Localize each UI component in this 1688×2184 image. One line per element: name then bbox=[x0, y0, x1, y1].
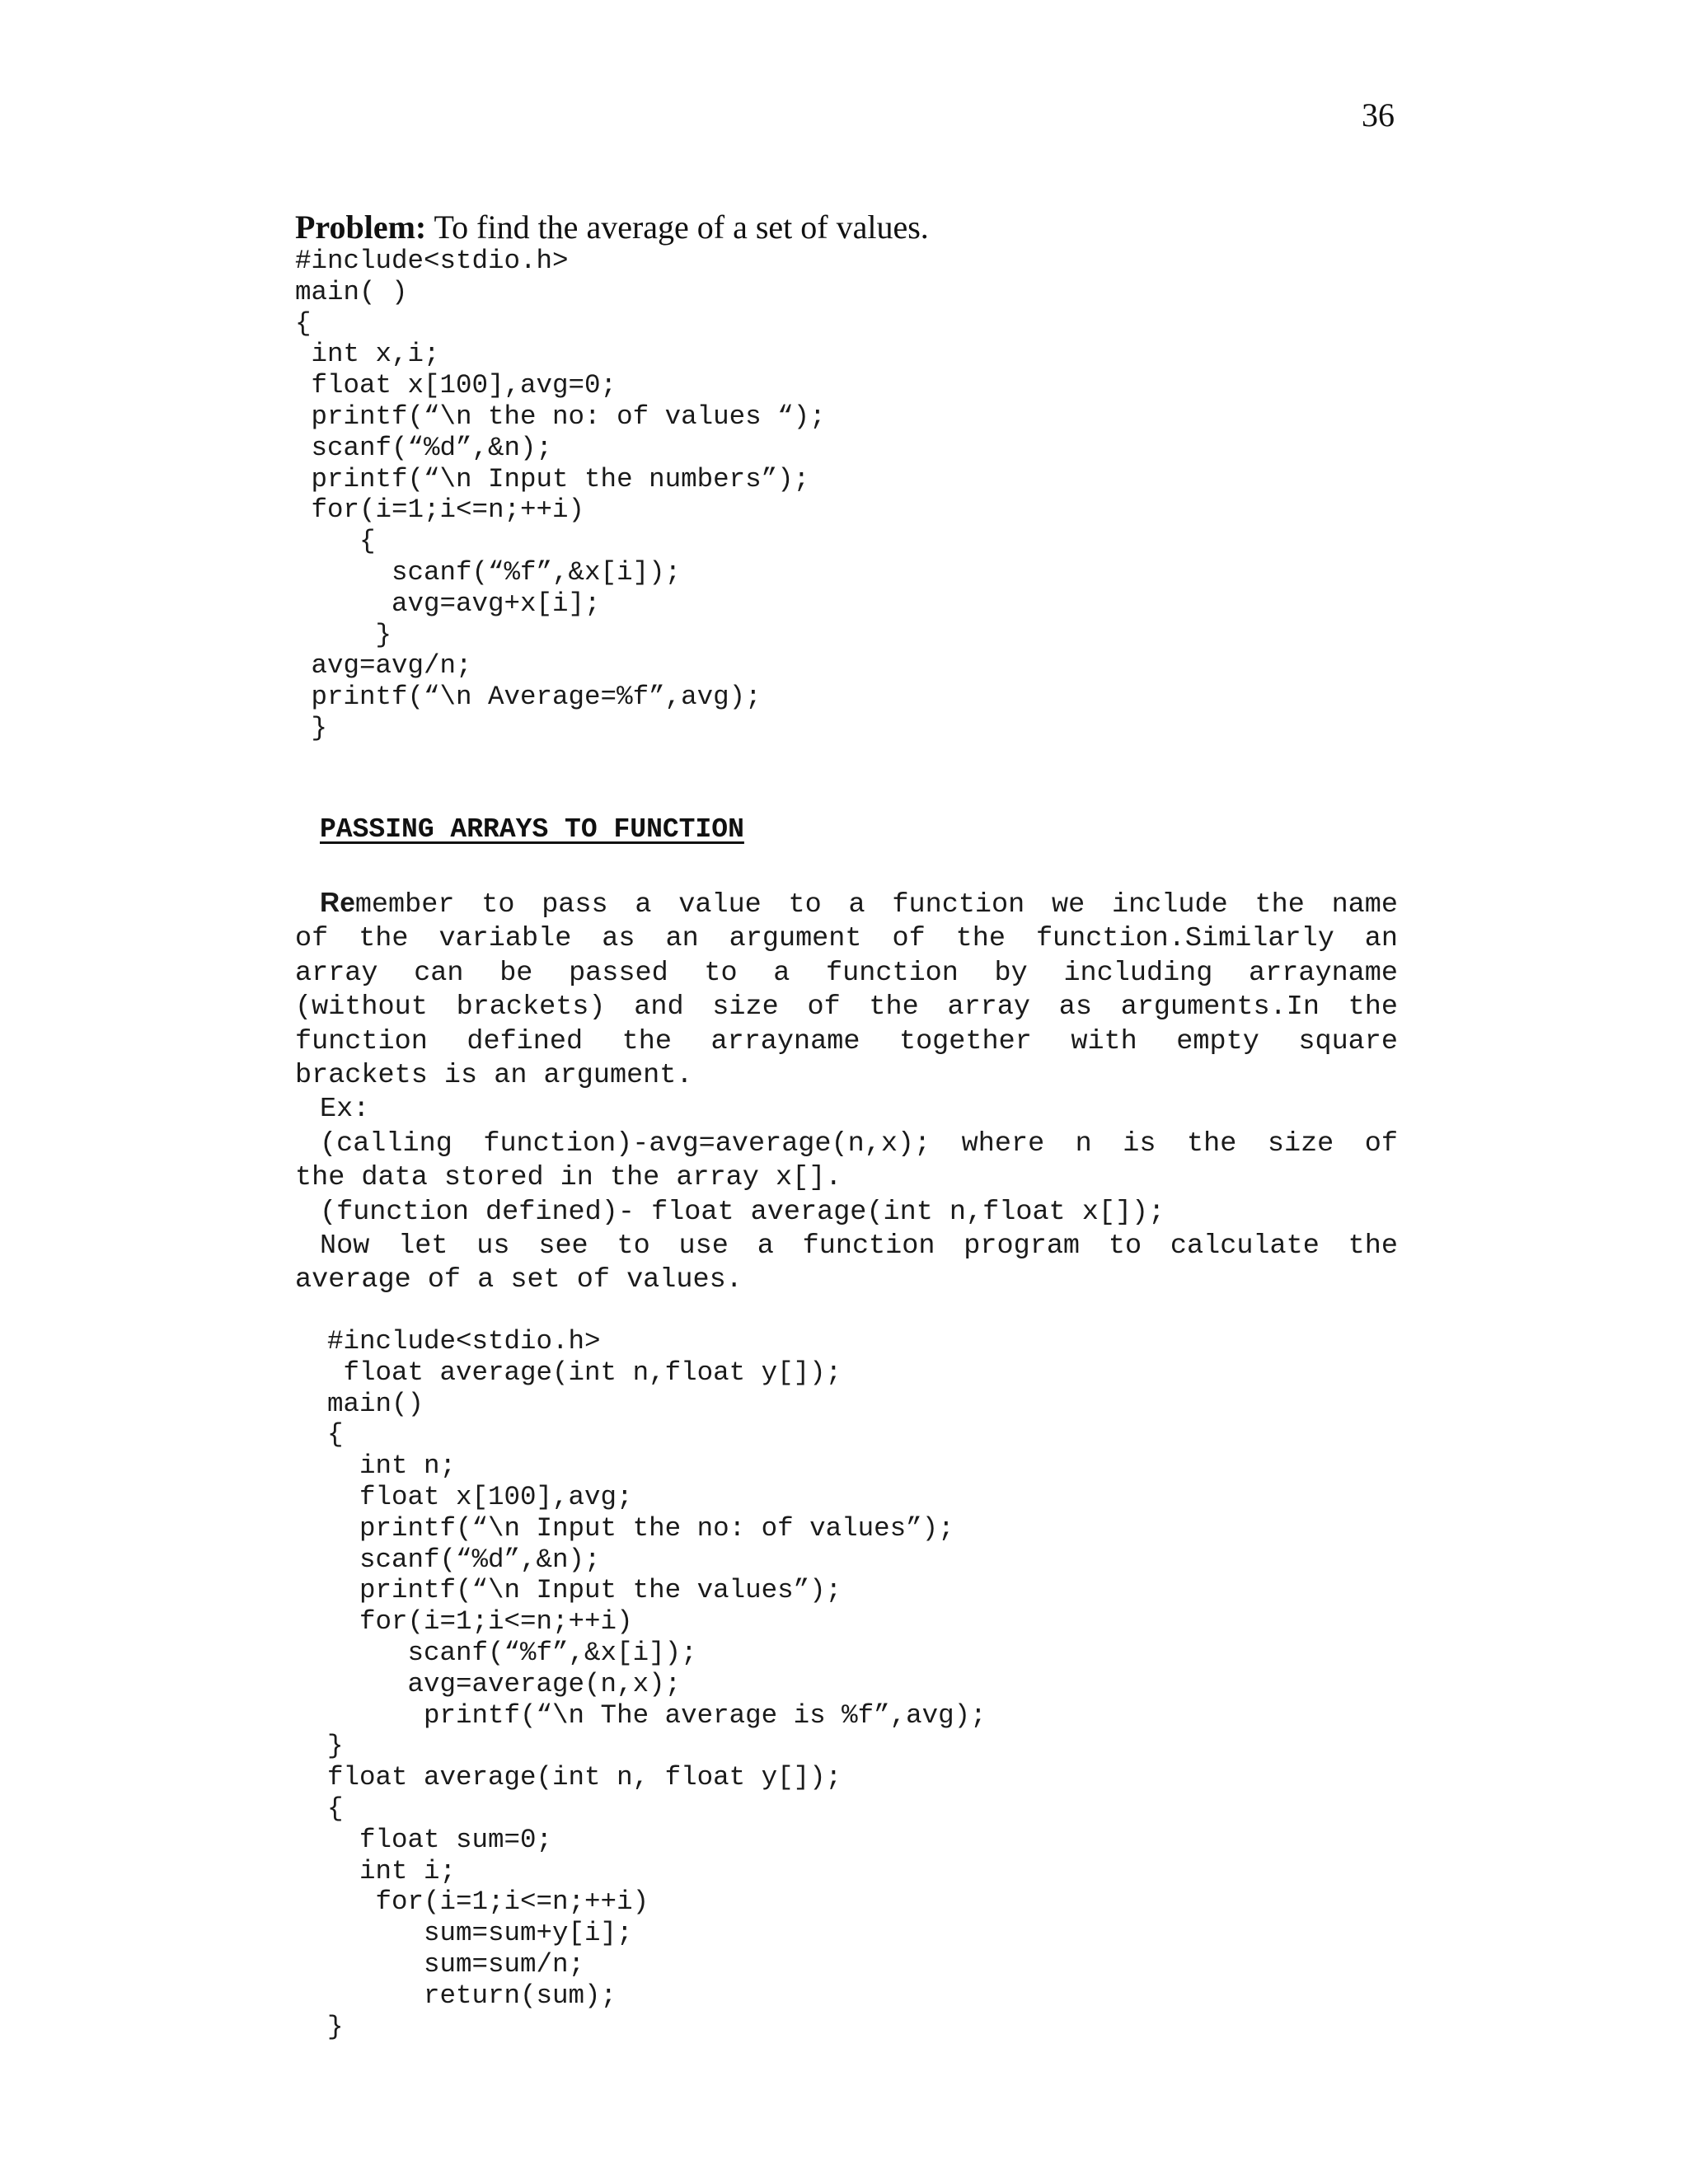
paragraph-line: brackets is an argument. bbox=[295, 1060, 693, 1092]
paragraph-line: (without brackets) and size of the array as arguments.In the bbox=[295, 991, 1398, 1024]
paragraph-line: of the variable as an argument of the function.Similarly an bbox=[295, 923, 1398, 955]
paragraph-line: (function defined)- float average(int n,float x[]); bbox=[320, 1196, 1165, 1228]
paragraph-bold-prefix: Re bbox=[320, 888, 355, 918]
problem-text: To find the average of a set of values. bbox=[426, 209, 929, 246]
example-label: Ex: bbox=[320, 1094, 370, 1126]
problem-statement bbox=[295, 208, 929, 246]
code-block-average-main: #include<stdio.h> main( ) { int x,i; float x[100],avg=0; printf(“\n the no: of values “); scanf(“%d”,&n); printf(“\n Input the numbers”); for(i=1;i<=n;++i) { scanf(“%f”,&x[i]); avg=avg+x[i]; } avg=avg/n; printf(“\n Average=%f”,avg); } bbox=[295, 246, 826, 743]
paragraph-line: average of a set of values. bbox=[295, 1264, 743, 1296]
page-number: 36 bbox=[1362, 96, 1395, 134]
problem-label: Problem: bbox=[295, 209, 427, 246]
paragraph-line: Remember to pass a value to a function we include the name bbox=[320, 888, 1398, 921]
paragraph-line: function defined the arrayname together with empty square bbox=[295, 1025, 1398, 1057]
section-heading: PASSING ARRAYS TO FUNCTION bbox=[320, 814, 744, 845]
explanation-paragraph bbox=[295, 886, 1398, 1298]
code-block-average-function: #include<stdio.h> float average(int n,float y[]); main() { int n; float x[100],avg; printf(“\n Input the no: of values”); scanf(“%d”,&n); printf(“\n Input the values”); for(i=1;i<=n;++i) scanf(“%f”,&x[i]); avg=average(n,x); printf(“\n The average is %f”,avg); } float average(int n, float y[]); { float sum=0; int i; for(i=1;i<=n;++i) sum=sum+y[i]; sum=sum/n; return(sum); } bbox=[327, 1326, 987, 2042]
paragraph-line: (calling function)-avg=average(n,x); where n is the size of bbox=[320, 1127, 1398, 1160]
paragraph-line: Now let us see to use a function program to calculate the bbox=[320, 1230, 1398, 1263]
paragraph-line: array can be passed to a function by including arrayname bbox=[295, 957, 1398, 989]
paragraph-line: the data stored in the array x[]. bbox=[295, 1162, 842, 1194]
